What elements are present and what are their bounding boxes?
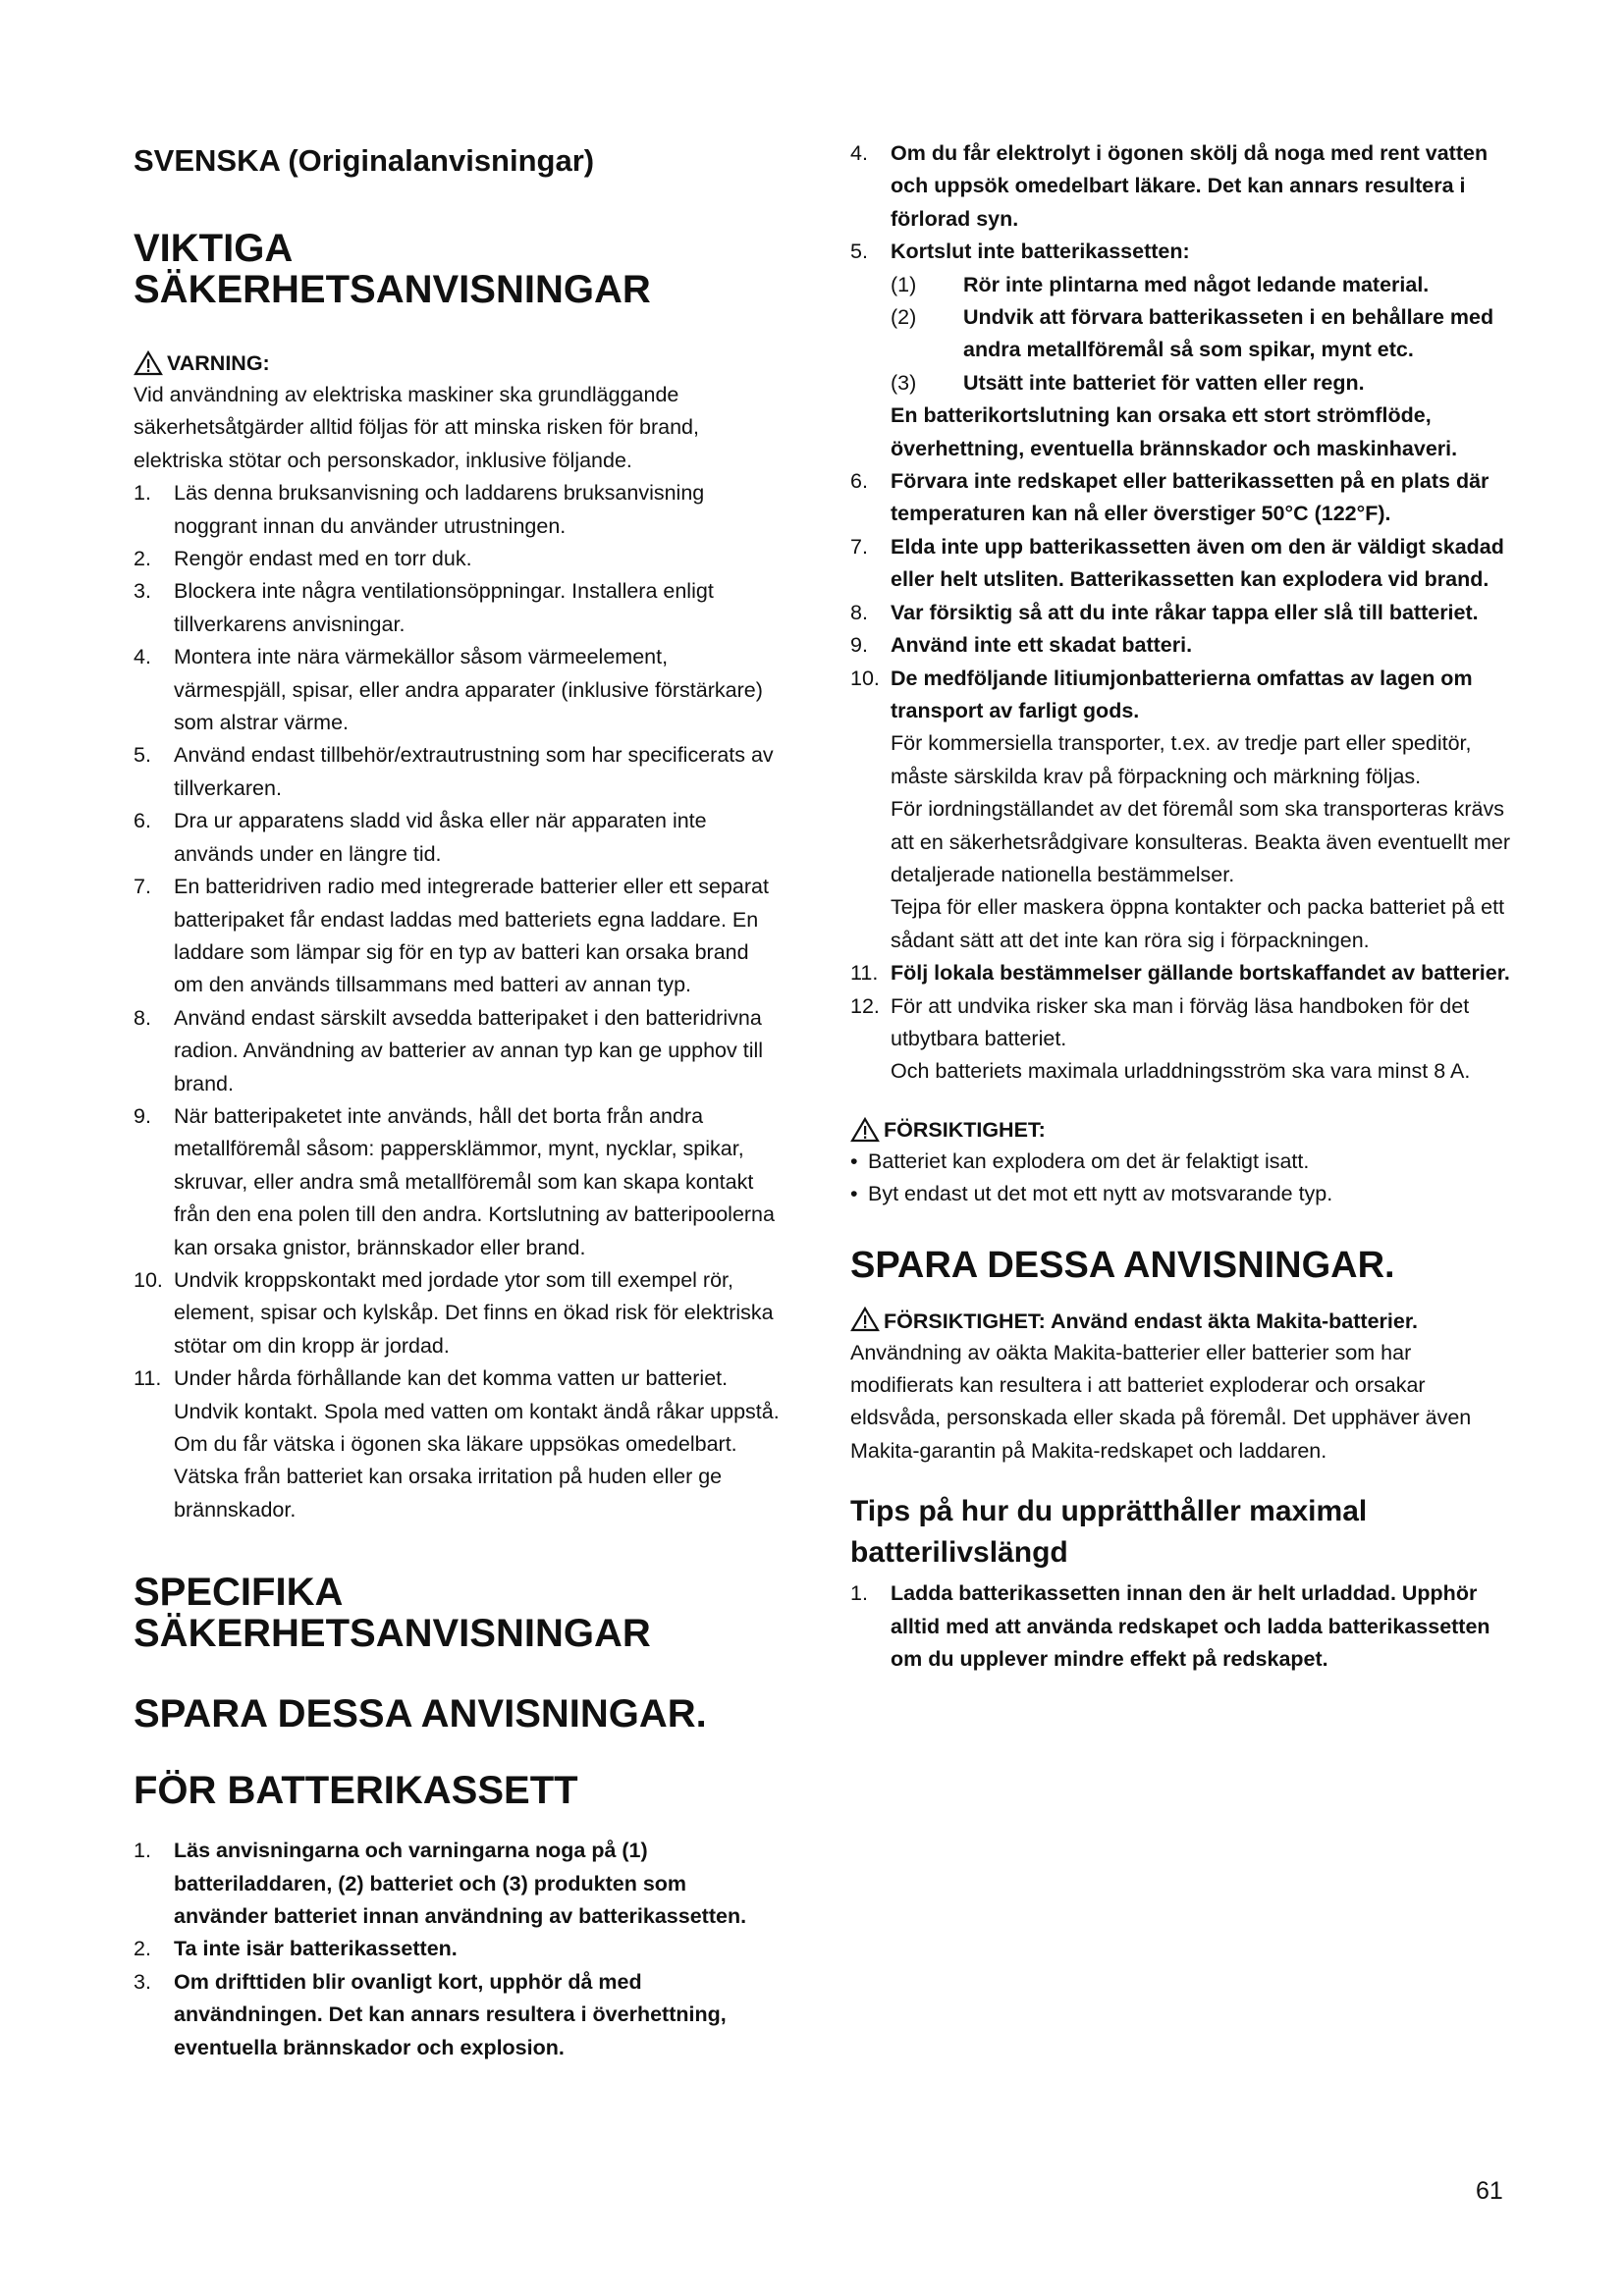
sub-item: (3) Utsätt inte batteriet för vatten eller regn. [891, 370, 1365, 395]
list-item: 8. Var försiktig så att du inte råkar tappa eller slå till batteriet. [850, 600, 1479, 624]
list-item: 6. Förvara inte redskapet eller batterikassetten på en plats där temperaturen kan nå eller överstiger 50°C (122°F). [850, 469, 1489, 526]
caution-makita-text: Användning av oäkta Makita-batterier eller batterier som har modifierats kan resultera i att batteriet exploderar och orsakar eldsvåda, personskada eller skada på föremål. Det upphäver även Makita-garantin på Makita-redskapet och laddaren. [850, 1340, 1472, 1463]
caution-heading [850, 1114, 1514, 1146]
sub-item: (2) Undvik att förvara batterikasseten i en behållare med andra metallföremål så som spikar, mynt etc. [891, 305, 1494, 362]
list-item: 11. Under hårda förhållande kan det komma vatten ur batteriet. Undvik kontakt. Spola med vatten om kontakt ändå råkar uppstå. Om du får vätska i ögonen ska läkare uppsökas omedelbart. Vätska från batteriet kan orsaka irritation på huden eller ge brännskador. [134, 1366, 780, 1522]
list-item: 9. När batteripaketet inte används, håll det borta från andra metallföremål såsom: pappersklämmor, mynt, nycklar, spikar, skruvar, eller andra små metallföremål som kan skapa kontakt från den ena polen till den andra. Kortslutning av batteripoolerna kan orsaka gnistor, brännskador eller brand. [134, 1103, 775, 1259]
save-instructions-heading: SPARA DESSA ANVISNINGAR. [134, 1692, 707, 1736]
caution-list [850, 1146, 1514, 1211]
caution-triangle-icon [850, 1117, 880, 1143]
warning-intro: Vid användning av elektriska maskiner ska grundläggande säkerhetsåtgärder alltid följas för att minska risken för brand, elektriska stötar och personskador, inklusive följande. [134, 383, 699, 472]
caution-makita-heading [850, 1306, 1514, 1337]
warning-label: VARNING: [167, 351, 270, 375]
left-column [134, 135, 782, 2064]
save-instructions-heading-2: SPARA DESSA ANVISNINGAR. [850, 1244, 1395, 1286]
list-item: 4. Montera inte nära värmekällor såsom värmeelement, värmespjäll, spisar, eller andra apparater (inklusive förstärkare) som alstrar värme. [134, 645, 763, 735]
list-item: 12. För att undvika risker ska man i förväg läsa handboken för det utbytbara batteriet. Och batteriets maximala urladdningsström ska vara minst 8 A. [850, 993, 1471, 1084]
title-battery-cartridge: FÖR BATTERIKASSETT [134, 1769, 578, 1813]
list-item: 2. Rengör endast med en torr duk. [134, 547, 472, 571]
list-item: 7. En batteridriven radio med integrerade batterier eller ett separat batteripaket får endast laddas med batteriets egna laddare. En laddare som lämpar sig för en typ av batteri kan orsaka brand om den används tillsammans med batteri av annan typ. [134, 875, 769, 997]
list-item: 10. Undvik kroppskontakt med jordade ytor som till exempel rör, element, spisar och kylskåp. Det finns en ökad risk för elektriska stötar om din kropp är jordad. [134, 1267, 774, 1358]
list-item: 1. Läs denna bruksanvisning och laddarens bruksanvisning noggrant innan du använder utrustningen. [134, 481, 705, 538]
list-item: 10. De medföljande litiumjonbatterierna omfattas av lagen om transport av farligt gods. För kommersiella transporter, t.ex. av tredje part eller speditör, måste särskilda krav på förpackning och märkning följas. För iordningställandet av det föremål som ska transporteras krävs att en säkerhetsrådgivare konsulteras. Beakta även eventuellt mer detaljerade nationella bestämmelser. Tejpa för eller maskera öppna kontakter och packa batteriet på ett sådant sätt att det inte kan röra sig i förpackningen. [850, 666, 1511, 952]
warning-list [134, 477, 782, 1526]
list-item: 8. Använd endast särskilt avsedda batteripaket i den batteridrivna radion. Användning av batterier av annan typ kan ge upphov till brand. [134, 1005, 764, 1095]
page-number: 61 [1476, 2177, 1503, 2205]
list-item: 3. Om drifttiden blir ovanligt kort, upphör då med användningen. Det kan annars resultera i överhettning, eventuella brännskador och explosion. [134, 1969, 727, 2059]
list-item: 1. Ladda batterikassetten innan den är helt urladdad. Upphör alltid med att använda redskapet och ladda batterikassetten om du upplever mindre effekt på redskapet. [850, 1581, 1490, 1672]
list-item: 1. Läs anvisningarna och varningarna noga på (1) batteriladdaren, (2) batteriet och (3) produkten som använder batteriet innan användning av batterikassetten. [134, 1839, 747, 1929]
battery-item3-text: Om drifttiden blir ovanligt kort, upphör då med användningen. Det kan annars resultera i överhettning, eventuella brännskador och explosion. [174, 1969, 727, 2059]
warning-triangle-icon [134, 350, 163, 376]
caution-makita-triangle-icon [850, 1307, 880, 1332]
short-circuit-sublist [891, 269, 1514, 400]
list-item: 9. Använd inte ett skadat batteri. [850, 633, 1193, 658]
list-item: 2. Ta inte isär batterikassetten. [134, 1937, 458, 1961]
list-item: • Byt endast ut det mot ett nytt av motsvarande typ. [850, 1182, 1333, 1206]
list-item: 5. Kortslut inte batterikassetten: (1) Rör inte plintarna med något ledande material. (2) Undvik att förvara batterikasseten i en behållare med andra metallföremål så som spikar, mynt etc. (3) Utsätt inte batteriet för vatten eller regn. En batterikortslutning kan orsaka ett stort strömflöde, överhettning, eventuella brännskador och maskinhaveri. [850, 236, 1514, 465]
list-item: 7. Elda inte upp batterikassetten även om den är väldigt skadad eller helt utsliten. Batterikassetten kan explodera vid brand. [850, 534, 1504, 592]
list-item: 11. Följ lokala bestämmelser gällande bortskaffandet av batterier. [850, 961, 1510, 986]
battery-list-left [134, 1835, 782, 2064]
tips-list [850, 1577, 1514, 1676]
battery-list-right [850, 137, 1514, 1089]
list-item: 6. Dra ur apparatens sladd vid åska eller när apparaten inte används under en längre tid. [134, 809, 707, 866]
short-circuit-note: En batterikortslutning kan orsaka ett stort strömflöde, överhettning, eventuella brännskador och maskinhaveri. [891, 403, 1458, 460]
list-item: • Batteriet kan explodera om det är felaktigt isatt. [850, 1148, 1310, 1173]
language-heading: SVENSKA (Originalanvisningar) [134, 143, 595, 178]
caution-label: FÖRSIKTIGHET: [884, 1117, 1046, 1142]
right-column [850, 137, 1514, 1676]
title-specific-safety: SPECIFIKA SÄKERHETSANVISNINGAR [134, 1571, 651, 1656]
list-item: 3. Blockera inte några ventilationsöppningar. Installera enligt tillverkarens anvisningar. [134, 579, 714, 636]
caution-makita-label: FÖRSIKTIGHET: Använd endast äkta Makita-batterier. [884, 1308, 1418, 1333]
title-important-safety: VIKTIGA SÄKERHETSANVISNINGAR [134, 227, 651, 311]
list-item: 5. Använd endast tillbehör/extrautrustning som har specificerats av tillverkaren. [134, 743, 774, 800]
sub-item: (1) Rör inte plintarna med något ledande material. [891, 272, 1430, 296]
warning-heading [134, 347, 782, 379]
tips-heading: Tips på hur du upprätthåller maximal batterilivslängd [850, 1495, 1368, 1570]
list-item: 4. Om du får elektrolyt i ögonen skölj då noga med rent vatten och uppsök omedelbart läkare. Det kan annars resultera i förlorad syn. [850, 141, 1489, 231]
